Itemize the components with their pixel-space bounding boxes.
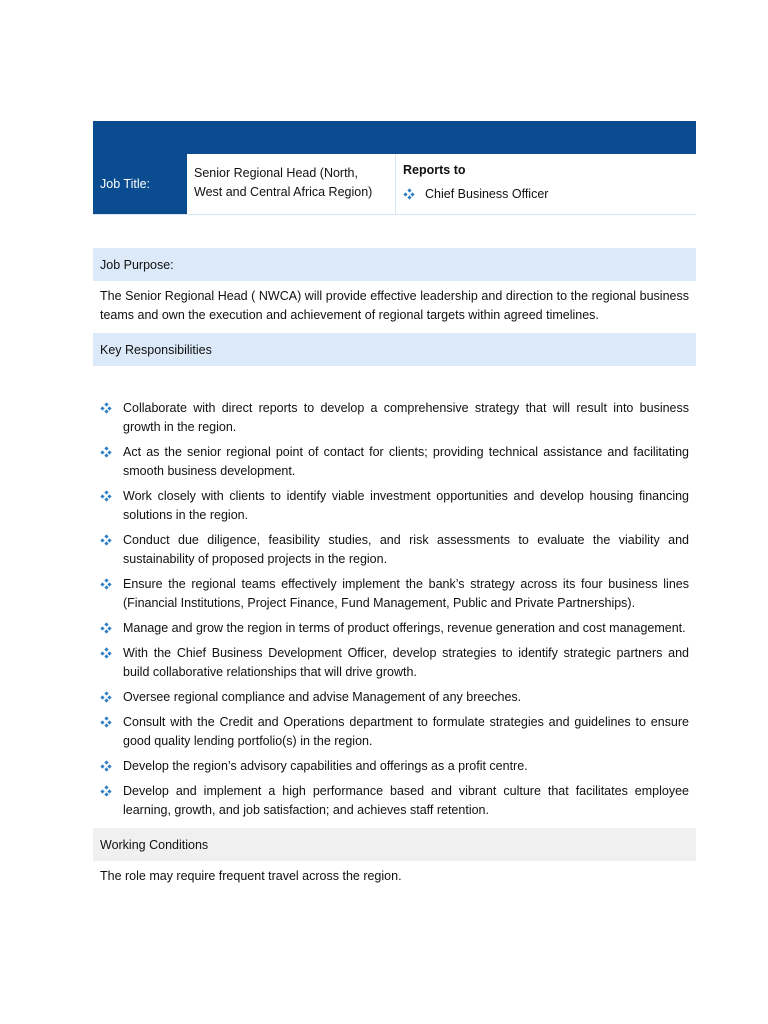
reports-to-label: Reports to: [403, 163, 466, 177]
reports-to-item: [403, 187, 688, 201]
reports-to-value: Chief Business Officer: [425, 187, 549, 201]
diamond-bullet-icon: [101, 692, 111, 702]
diamond-bullet-icon: [101, 648, 111, 658]
job-purpose-heading: Job Purpose:: [93, 248, 696, 281]
diamond-bullet-icon: [404, 189, 414, 199]
job-description-document: [93, 121, 696, 894]
responsibility-item: [101, 531, 689, 569]
header-top-bar: [93, 121, 696, 154]
key-responsibilities-heading: Key Responsibilities: [93, 333, 696, 366]
diamond-bullet-icon: [101, 717, 111, 727]
responsibility-item: [101, 619, 689, 638]
diamond-bullet-icon: [101, 786, 111, 796]
responsibility-text: Oversee regional compliance and advise Management of any breeches.: [123, 690, 522, 704]
responsibility-text: Develop and implement a high performance based and vibrant culture that facilitates employee learning, growth, and job satisfaction; and achieves staff retention.: [123, 784, 689, 817]
header-row: [93, 154, 696, 215]
working-conditions-heading: Working Conditions: [93, 828, 696, 861]
responsibility-text: Ensure the regional teams effectively implement the bank’s strategy across its four business lines (Financial Institutions, Project Finance, Fund Management, Public and Private Partnerships).: [123, 577, 689, 610]
diamond-bullet-icon: [101, 623, 111, 633]
responsibility-item: [101, 713, 689, 751]
responsibility-item: [101, 782, 689, 820]
diamond-bullet-icon: [101, 761, 111, 771]
reports-to-cell: [396, 154, 696, 214]
responsibility-text: Act as the senior regional point of contact for clients; providing technical assistance and facilitating smooth business development.: [123, 445, 689, 478]
working-conditions-text: The role may require frequent travel across the region.: [100, 869, 402, 883]
responsibility-text: Collaborate with direct reports to develop a comprehensive strategy that will result into business growth in the region.: [123, 401, 689, 434]
responsibility-text: With the Chief Business Development Officer, develop strategies to identify strategic partners and build collaborative relationships that will drive growth.: [123, 646, 689, 679]
diamond-bullet-icon: [101, 403, 111, 413]
responsibility-text: Manage and grow the region in terms of product offerings, revenue generation and cost management.: [123, 621, 686, 635]
responsibility-item: [101, 575, 689, 613]
job-title-value: Senior Regional Head (North, West and Central Africa Region): [187, 154, 396, 214]
responsibility-item: [101, 757, 689, 776]
diamond-bullet-icon: [101, 447, 111, 457]
diamond-bullet-icon: [101, 535, 111, 545]
spacer-row: [93, 215, 696, 248]
responsibility-item: [101, 688, 689, 707]
job-purpose-text: The Senior Regional Head ( NWCA) will provide effective leadership and direction to the regional business teams and own the execution and achievement of regional targets within agreed timelines.: [100, 289, 689, 322]
responsibility-text: Develop the region’s advisory capabilities and offerings as a profit centre.: [123, 759, 528, 773]
responsibility-item: [101, 644, 689, 682]
responsibility-text: Work closely with clients to identify viable investment opportunities and develop housing financing solutions in the region.: [123, 489, 689, 522]
responsibility-text: Consult with the Credit and Operations department to formulate strategies and guidelines to ensure good quality lending portfolio(s) in the region.: [123, 715, 689, 748]
job-title-label: Job Title:: [93, 154, 187, 214]
diamond-bullet-icon: [101, 491, 111, 501]
responsibility-item: [101, 487, 689, 525]
responsibility-item: [101, 399, 689, 437]
responsibility-item: [101, 443, 689, 481]
diamond-bullet-icon: [101, 579, 111, 589]
responsibility-text: Conduct due diligence, feasibility studies, and risk assessments to evaluate the viability and sustainability of proposed projects in the region.: [123, 533, 689, 566]
responsibilities-list: [93, 366, 696, 820]
